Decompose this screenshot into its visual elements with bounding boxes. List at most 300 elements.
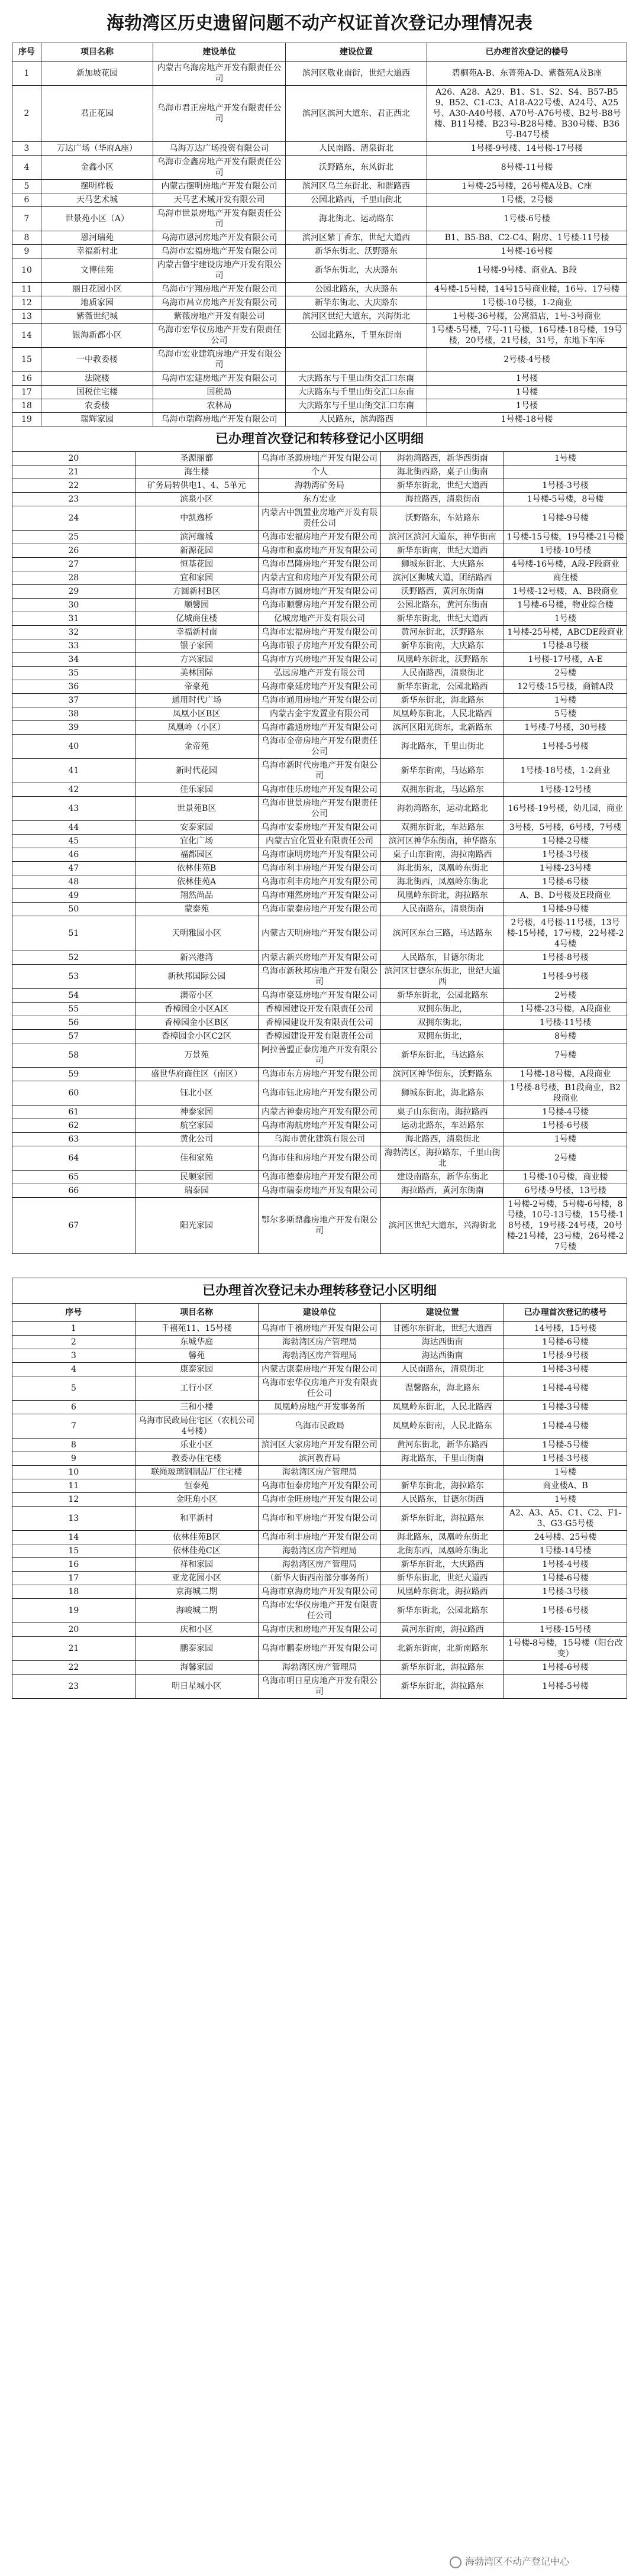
cell-location [381, 1466, 504, 1479]
cell-location: 滨河区阳光街东，北新路东 [381, 721, 504, 735]
cell-no: 22 [12, 479, 135, 493]
table-row [12, 1349, 627, 1363]
cell-buildings: A2、A3、A5、C1、C2、F1-3、G3-G5号楼 [504, 1507, 627, 1531]
cell-no: 43 [12, 797, 135, 821]
cell-location: 海北街西，凤凰岭东街北 [381, 875, 504, 889]
cell-buildings: 1号楼-5号楼 [504, 1439, 627, 1452]
cell-location: 新华东街北、大庆路东 [286, 296, 427, 310]
table-row [12, 1452, 627, 1466]
cell-buildings: 1号楼-5号楼，8号楼 [504, 493, 627, 506]
table-row [12, 1043, 627, 1068]
cell-no: 50 [12, 903, 135, 916]
cell-project-name: 海馨家园 [135, 1661, 258, 1675]
table-row [12, 493, 627, 506]
table-2-body [12, 452, 627, 1254]
cell-project-name: 恩河瑞苑 [41, 231, 153, 245]
cell-project-name: 一中教委楼 [41, 348, 153, 372]
cell-builder: 香樟园建设开发有限责任公司 [258, 1016, 381, 1030]
table-2 [12, 426, 627, 1254]
cell-project-name: 幸福新村南 [135, 626, 258, 639]
cell-buildings: 1号楼-10号楼，商业楼 [504, 1171, 627, 1184]
table-row [12, 783, 627, 797]
cell-location: 滨河区滨河大道东、君正西北 [286, 86, 427, 142]
header-name: 项目名称 [135, 1304, 258, 1322]
cell-location: 大庆路东与千里山街交汇口东南 [286, 399, 427, 413]
table-row [12, 1585, 627, 1599]
cell-location: 大庆路东与千里山街交汇口东南 [286, 372, 427, 386]
cell-no: 19 [12, 1599, 135, 1623]
cell-no: 29 [12, 585, 135, 599]
cell-no: 13 [12, 1507, 135, 1531]
table-row [12, 585, 627, 599]
header-buildings: 已办理首次登记的楼号 [504, 1304, 627, 1322]
cell-project-name: 依林佳苑B [135, 862, 258, 875]
header-name: 项目名称 [41, 43, 153, 62]
cell-project-name: 明日星城小区 [135, 1675, 258, 1699]
table-row [12, 62, 627, 86]
cell-no: 16 [12, 1558, 135, 1572]
cell-builder: 国税局 [153, 386, 286, 399]
cell-no: 53 [12, 965, 135, 989]
table-row [12, 1081, 627, 1106]
table-row [12, 1376, 627, 1401]
cell-project-name: 金帝苑 [135, 735, 258, 759]
cell-builder: 乌海市庆和房地产开发有限公司 [258, 1623, 381, 1637]
watermark-text: 海勃湾区不动产登记中心 [465, 2556, 570, 2567]
cell-builder: 内蒙古摆明房地产开发有限公司 [153, 180, 286, 193]
cell-project-name: 圣源丽都 [135, 452, 258, 466]
cell-no: 31 [12, 612, 135, 626]
cell-buildings: 5号楼 [504, 707, 627, 721]
table-row [12, 1572, 627, 1585]
cell-location: 海达西街南 [381, 1336, 504, 1349]
cell-project-name: 方兴家园 [135, 653, 258, 667]
cell-location: 双拥东街北， [381, 1016, 504, 1030]
table-row [12, 694, 627, 707]
cell-builder: 乌海市世景房地产开发有限责任公司 [153, 207, 286, 231]
table-row [12, 1198, 627, 1254]
cell-project-name: 神泰家园 [135, 1106, 258, 1119]
cell-builder: 海勃湾区房产管理局 [258, 1336, 381, 1349]
cell-buildings: 1号楼-11号楼 [504, 1016, 627, 1030]
cell-builder: 乌海市世景房地产开发有限责任公司 [258, 797, 381, 821]
cell-project-name: 方圆新村B区 [135, 585, 258, 599]
cell-no: 9 [12, 245, 41, 258]
cell-location: 人民南路东，清泉街北 [381, 1363, 504, 1376]
cell-buildings: A、B、D号楼及E段商业 [504, 889, 627, 903]
cell-buildings: 1号楼-5号楼 [504, 1675, 627, 1699]
cell-buildings: 1号楼-23号楼，A段商业 [504, 1003, 627, 1016]
cell-buildings: 8号楼-11号楼 [427, 156, 627, 180]
table-row [12, 386, 627, 399]
cell-no: 3 [12, 142, 41, 156]
cell-builder: 乌海市宏华仪房地产开发有限责任公司 [258, 1599, 381, 1623]
cell-no: 7 [12, 207, 41, 231]
cell-buildings: 碧桐苑A-B、东菁苑A-D、紫薇苑A及B座 [427, 62, 627, 86]
table-3 [12, 1278, 627, 1699]
cell-no: 65 [12, 1171, 135, 1184]
cell-project-name: 和平新村 [135, 1507, 258, 1531]
cell-buildings: 2号楼 [504, 1146, 627, 1171]
cell-buildings: 1号楼-8号楼，B1段商业，B2段商业 [504, 1081, 627, 1106]
cell-builder: 乌海市佳和房地产开发有限公司 [258, 1146, 381, 1171]
table-row [12, 1119, 627, 1133]
cell-builder: 乌海市宏建房地产开发有限公司 [153, 372, 286, 386]
cell-builder: 乌海市利丰房地产开发有限公司 [258, 862, 381, 875]
section-title-2: 已办理首次登记和转移登记小区明细 [12, 426, 627, 452]
cell-project-name: 凤凰小区B区 [135, 707, 258, 721]
cell-buildings: 4号楼-16号楼，A段-F段商业 [504, 558, 627, 571]
cell-buildings: 4号楼-15号楼，14号15号商业楼，16号、17号楼 [427, 283, 627, 296]
cell-project-name: 香樟园金小区C2区 [135, 1030, 258, 1043]
table-row [12, 848, 627, 862]
table-row [12, 1146, 627, 1171]
cell-no: 44 [12, 821, 135, 835]
cell-location: 新华东街北，世纪大道西 [381, 612, 504, 626]
cell-no: 24 [12, 506, 135, 531]
cell-no: 63 [12, 1133, 135, 1146]
cell-project-name: 安泰家园 [135, 821, 258, 835]
table-row [12, 1171, 627, 1184]
cell-no: 2 [12, 1336, 135, 1349]
cell-buildings: 1号楼-6号楼 [504, 1661, 627, 1675]
cell-builder: 海勃湾区房产管理局 [258, 1558, 381, 1572]
header-unit: 建设单位 [258, 1304, 381, 1322]
cell-project-name: 天明雅园小区 [135, 916, 258, 951]
cell-location: 新华东街北，公园北路西 [381, 680, 504, 694]
cell-project-name: 君正花园 [41, 86, 153, 142]
cell-location: 新华东街南，马达路东 [381, 759, 504, 783]
cell-no: 3 [12, 1349, 135, 1363]
cell-no: 10 [12, 258, 41, 283]
cell-builder: 内蒙古新兴房地产开发有限公司 [258, 951, 381, 965]
cell-buildings: 2号楼，4号楼-11号楼，13号楼-15号楼，17号楼，22号楼-24号楼 [504, 916, 627, 951]
cell-no: 52 [12, 951, 135, 965]
cell-project-name: 澳帝小区 [135, 989, 258, 1003]
table-header-row [12, 1304, 627, 1322]
cell-no: 4 [12, 156, 41, 180]
cell-buildings: 1号楼-6号楼 [504, 1572, 627, 1585]
cell-builder: 东方宏业 [258, 493, 381, 506]
cell-builder: 紫薇房地产开发有限公司 [153, 310, 286, 324]
cell-project-name: 联绳玻璃钢制品厂住宅楼 [135, 1466, 258, 1479]
cell-no: 11 [12, 1479, 135, 1493]
cell-project-name: 矿务局转供电1、4、5单元 [135, 479, 258, 493]
cell-builder: 乌海市通用房地产开发有限公司 [258, 694, 381, 707]
cell-project-name: 佳乐家园 [135, 783, 258, 797]
cell-project-name: 新源花园 [135, 544, 258, 558]
table-row [12, 667, 627, 680]
table-row [12, 1016, 627, 1030]
cell-location: 滨河区甘德尔东街北，世纪大道西 [381, 965, 504, 989]
cell-buildings: 1号楼-5号楼 [504, 735, 627, 759]
cell-builder: 内蒙古天明房地产开发有限公司 [258, 916, 381, 951]
cell-buildings: 1号楼-3号楼 [504, 848, 627, 862]
cell-builder: 乌海市利丰房地产开发有限公司 [258, 1531, 381, 1544]
cell-location: 公园北路西，千里山街北 [286, 193, 427, 207]
cell-no: 62 [12, 1119, 135, 1133]
cell-builder: 乌海市利丰房地产开发有限公司 [258, 875, 381, 889]
table-row [12, 639, 627, 653]
cell-project-name: 翔然尚品 [135, 889, 258, 903]
cell-location: 双拥东街北，马达路东 [381, 783, 504, 797]
cell-project-name: 乌海市民政局住宅区（农机公司4号楼） [135, 1414, 258, 1439]
cell-project-name: 民顺家园 [135, 1171, 258, 1184]
cell-location: 双拥东街北， [381, 1003, 504, 1016]
cell-no: 47 [12, 862, 135, 875]
cell-no: 4 [12, 1363, 135, 1376]
cell-no: 12 [12, 1493, 135, 1507]
table-row [12, 1558, 627, 1572]
cell-buildings: 1号楼-3号楼 [504, 479, 627, 493]
cell-builder: 乌海市圣源房地产开发有限公司 [258, 452, 381, 466]
cell-project-name: 银海新都小区 [41, 324, 153, 348]
cell-builder: 乌海市钰北房地产开发有限公司 [258, 1081, 381, 1106]
cell-buildings: 1号楼-2号楼，5号楼-6号楼，8号楼，10号-13号楼，15号楼-18号楼，19号楼-24号楼，20号楼-21号楼，23号楼，26号楼-27号楼 [504, 1198, 627, 1254]
cell-builder: 乌海市和嘉房地产开发有限公司 [258, 544, 381, 558]
cell-builder: 乌海市佳乐房地产开发有限公司 [258, 783, 381, 797]
cell-buildings: 1号楼-3号楼 [504, 1452, 627, 1466]
cell-buildings: 1号楼-15号楼，19号楼-21号楼 [504, 531, 627, 544]
table-row [12, 544, 627, 558]
cell-builder: 乌海市金鑫房地产开发有限责任公司 [153, 156, 286, 180]
cell-builder: 乌海市明日星房地产开发有限公司 [258, 1675, 381, 1699]
cell-no: 61 [12, 1106, 135, 1119]
cell-location: 凤凰岭东街南，人民北路东 [381, 1414, 504, 1439]
table-row [12, 466, 627, 479]
cell-project-name: 世景苑B区 [135, 797, 258, 821]
cell-no: 55 [12, 1003, 135, 1016]
cell-buildings: 1号楼-6号楼 [427, 207, 627, 231]
cell-project-name: 依林佳苑B区 [135, 1531, 258, 1544]
cell-no: 57 [12, 1030, 135, 1043]
cell-location: 新华东街北，世纪大道西 [381, 1572, 504, 1585]
cell-project-name: 紫薇世纪城 [41, 310, 153, 324]
cell-project-name: 万景苑 [135, 1043, 258, 1068]
cell-project-name: 依林佳苑C区 [135, 1544, 258, 1558]
cell-location: 海北路东，千里山街南 [381, 1452, 504, 1466]
cell-buildings: 1号楼-9号楼、商业A、B段 [427, 258, 627, 283]
cell-no: 5 [12, 1376, 135, 1401]
table-row [12, 965, 627, 989]
cell-project-name: 新秋邦国际公园 [135, 965, 258, 989]
cell-no: 17 [12, 1572, 135, 1585]
cell-location: 滨河区敬业南街，世纪大道西 [286, 62, 427, 86]
cell-project-name: 恒基花园 [135, 558, 258, 571]
cell-project-name: 银子家园 [135, 639, 258, 653]
cell-builder: 弘远房地产开发有限公司 [258, 667, 381, 680]
cell-project-name: 天马艺术城 [41, 193, 153, 207]
table-row [12, 506, 627, 531]
cell-builder: 乌海市安泰房地产开发有限公司 [258, 821, 381, 835]
cell-project-name: 宜化广场 [135, 835, 258, 848]
cell-no: 34 [12, 653, 135, 667]
cell-no: 41 [12, 759, 135, 783]
cell-location: 凤凰岭东街北，人民北路西 [381, 1401, 504, 1414]
cell-buildings: 1号楼 [427, 386, 627, 399]
table-row [12, 1479, 627, 1493]
cell-project-name: 钰北小区 [135, 1081, 258, 1106]
cell-location: 滨河区东台三路，马达路东 [381, 916, 504, 951]
cell-location: 人民南路、清泉街北 [286, 142, 427, 156]
cell-no: 16 [12, 372, 41, 386]
header-location: 建设位置 [286, 43, 427, 62]
cell-no: 20 [12, 452, 135, 466]
cell-buildings: 1号楼 [504, 1466, 627, 1479]
cell-location: 滨河区世纪大道东，兴海街北 [381, 1198, 504, 1254]
table-row [12, 1363, 627, 1376]
cell-builder: 乌海市昌立房地产开发有限公司 [153, 296, 286, 310]
table-row [12, 372, 627, 386]
cell-builder: 乌海市恒泰房地产开发有限公司 [258, 1479, 381, 1493]
cell-location: 公园北路东，千里东街南 [286, 324, 427, 348]
cell-no: 21 [12, 1637, 135, 1661]
watermark [450, 2554, 569, 2568]
cell-location: 新华东街南，世纪大道西 [381, 544, 504, 558]
cell-buildings: 7号楼 [504, 1043, 627, 1068]
cell-location: 桌子山东街南，海拉南路西 [381, 848, 504, 862]
cell-buildings: 1号楼-9号楼 [504, 903, 627, 916]
cell-builder: 乌海市京海房地产开发有限公司 [258, 1585, 381, 1599]
section-gap [12, 1254, 627, 1278]
cell-buildings: 1号楼 [504, 694, 627, 707]
cell-location: 海勃湾路西，新华西街南 [381, 452, 504, 466]
cell-location: 人民南路东，清泉街南 [381, 903, 504, 916]
cell-buildings: 1号楼-25号楼，26号楼A及B、C座 [427, 180, 627, 193]
cell-project-name: 三和小楼 [135, 1401, 258, 1414]
cell-buildings: 6号楼-9号楼，13号楼 [504, 1184, 627, 1198]
table-row [12, 1637, 627, 1661]
cell-builder: 乌海市宏福房地产开发有限公司 [258, 531, 381, 544]
cell-location: 公园北路东，大庆路东 [286, 283, 427, 296]
cell-no: 38 [12, 707, 135, 721]
cell-buildings: 1号楼-9号楼 [504, 965, 627, 989]
cell-location: 狮城东街北、大庆路东 [381, 558, 504, 571]
cell-no: 22 [12, 1661, 135, 1675]
cell-buildings: 1号楼-6号楼 [504, 1599, 627, 1623]
cell-project-name: 海生楼 [135, 466, 258, 479]
cell-location: 北街东西，凤凰岭东街北 [381, 1544, 504, 1558]
cell-builder: 海勃湾矿务局 [258, 479, 381, 493]
table-row [12, 1493, 627, 1507]
table-row [12, 1068, 627, 1081]
table-row [12, 1003, 627, 1016]
cell-project-name: 馨苑 [135, 1349, 258, 1363]
cell-location: 新华东街北，海拉路东 [381, 1507, 504, 1531]
cell-location: 新华东街北，马达路东 [381, 1043, 504, 1068]
cell-project-name: 国税住宅楼 [41, 386, 153, 399]
cell-buildings: 1号楼-10号楼，1-2商业 [427, 296, 627, 310]
cell-no: 1 [12, 1322, 135, 1336]
cell-buildings: 1号楼-6号楼 [504, 875, 627, 889]
cell-builder: 内蒙古金宇发置业有限公司 [258, 707, 381, 721]
cell-builder: 乌海市蒙泰房地产开发有限公司 [258, 903, 381, 916]
cell-no: 7 [12, 1414, 135, 1439]
cell-builder: 乌海万达广场投资有限公司 [153, 142, 286, 156]
cell-builder: 乌海市和平房地产开发有限公司 [258, 1507, 381, 1531]
cell-location: 新华东街北，海拉路东 [381, 1661, 504, 1675]
cell-no: 23 [12, 1675, 135, 1699]
table-row [12, 1414, 627, 1439]
cell-location: 运动北路东，车站路东 [381, 1119, 504, 1133]
table-row [12, 231, 627, 245]
cell-no: 59 [12, 1068, 135, 1081]
cell-project-name: 地质家园 [41, 296, 153, 310]
cell-builder: 乌海市宏福房地产开发有限公司 [153, 245, 286, 258]
cell-project-name: 恒泰苑 [135, 1479, 258, 1493]
cell-buildings: 1号楼-3号楼 [504, 1363, 627, 1376]
cell-location: 沃野路西，黄河东街南 [381, 585, 504, 599]
cell-no: 8 [12, 1439, 135, 1452]
table-row [12, 903, 627, 916]
table-row [12, 835, 627, 848]
cell-buildings: 1号楼-4号楼 [504, 1106, 627, 1119]
cell-project-name: 京海城二期 [135, 1585, 258, 1599]
cell-no: 2 [12, 86, 41, 142]
cell-location: 海勃湾路东，运动北路北 [381, 797, 504, 821]
cell-location: 公园北路东，黄河东街南 [381, 599, 504, 612]
header-buildings: 已办理首次登记的楼号 [427, 43, 627, 62]
cell-builder: 海勃湾区房产管理局 [258, 1466, 381, 1479]
cell-buildings: 1号楼-17号楼，A-E [504, 653, 627, 667]
table-row [12, 1507, 627, 1531]
cell-project-name: 香樟园金小区A区 [135, 1003, 258, 1016]
cell-project-name: 庆和小区 [135, 1623, 258, 1637]
table-row [12, 1599, 627, 1623]
cell-location: 凤凰岭东街北，沃野路东 [381, 653, 504, 667]
cell-builder: 乌海市德泰房地产开发有限公司 [258, 1171, 381, 1184]
cell-buildings: 1号楼-8号楼，15号楼（阳台改变） [504, 1637, 627, 1661]
cell-builder: 乌海市豪廷房地产开发有限公司 [258, 680, 381, 694]
cell-buildings: 1号楼-10号楼 [504, 544, 627, 558]
table-row [12, 1322, 627, 1336]
cell-project-name: 美林国际 [135, 667, 258, 680]
cell-buildings: 1号楼-12号楼，A、B段商业 [504, 585, 627, 599]
cell-location [286, 348, 427, 372]
cell-no: 54 [12, 989, 135, 1003]
cell-project-name: 瑞泰园 [135, 1184, 258, 1198]
cell-location: 人民路东，滨海路西 [286, 413, 427, 426]
cell-buildings: 1号楼 [504, 1133, 627, 1146]
cell-no: 49 [12, 889, 135, 903]
table-row [12, 413, 627, 426]
cell-location: 新华东街北，海拉路东 [381, 1675, 504, 1699]
cell-project-name: 教委办住宅楼 [135, 1452, 258, 1466]
table-row [12, 875, 627, 889]
table-row [12, 951, 627, 965]
cell-builder: 海勃湾区房产管理局 [258, 1661, 381, 1675]
cell-buildings: 1号楼-4号楼 [504, 1376, 627, 1401]
cell-builder: 香樟园建设开发有限责任公司 [258, 1003, 381, 1016]
cell-no: 40 [12, 735, 135, 759]
cell-location: 滨河区神华东街南，神华路东 [381, 835, 504, 848]
section-row [12, 426, 627, 452]
cell-builder: 乌海市康明房地产开发有限公司 [258, 848, 381, 862]
cell-project-name: 亚龙花园小区 [135, 1572, 258, 1585]
cell-location: 温馨路东，海北路东 [381, 1376, 504, 1401]
cell-project-name: 航空家园 [135, 1119, 258, 1133]
cell-location: 新华东街北，大庆路西 [381, 1558, 504, 1572]
cell-project-name: 黄化公司 [135, 1133, 258, 1146]
cell-buildings: 1号楼-16号楼 [427, 245, 627, 258]
cell-project-name: 丽日花园小区 [41, 283, 153, 296]
cell-builder: 内蒙古宜化置业有限责任公司 [258, 835, 381, 848]
cell-project-name: 宜和家园 [135, 571, 258, 585]
cell-project-name: 金旺角小区 [135, 1493, 258, 1507]
section-title-3: 已办理首次登记未办理转移登记小区明细 [12, 1278, 627, 1304]
cell-project-name: 乐业小区 [135, 1439, 258, 1452]
cell-project-name: 金鑫小区 [41, 156, 153, 180]
